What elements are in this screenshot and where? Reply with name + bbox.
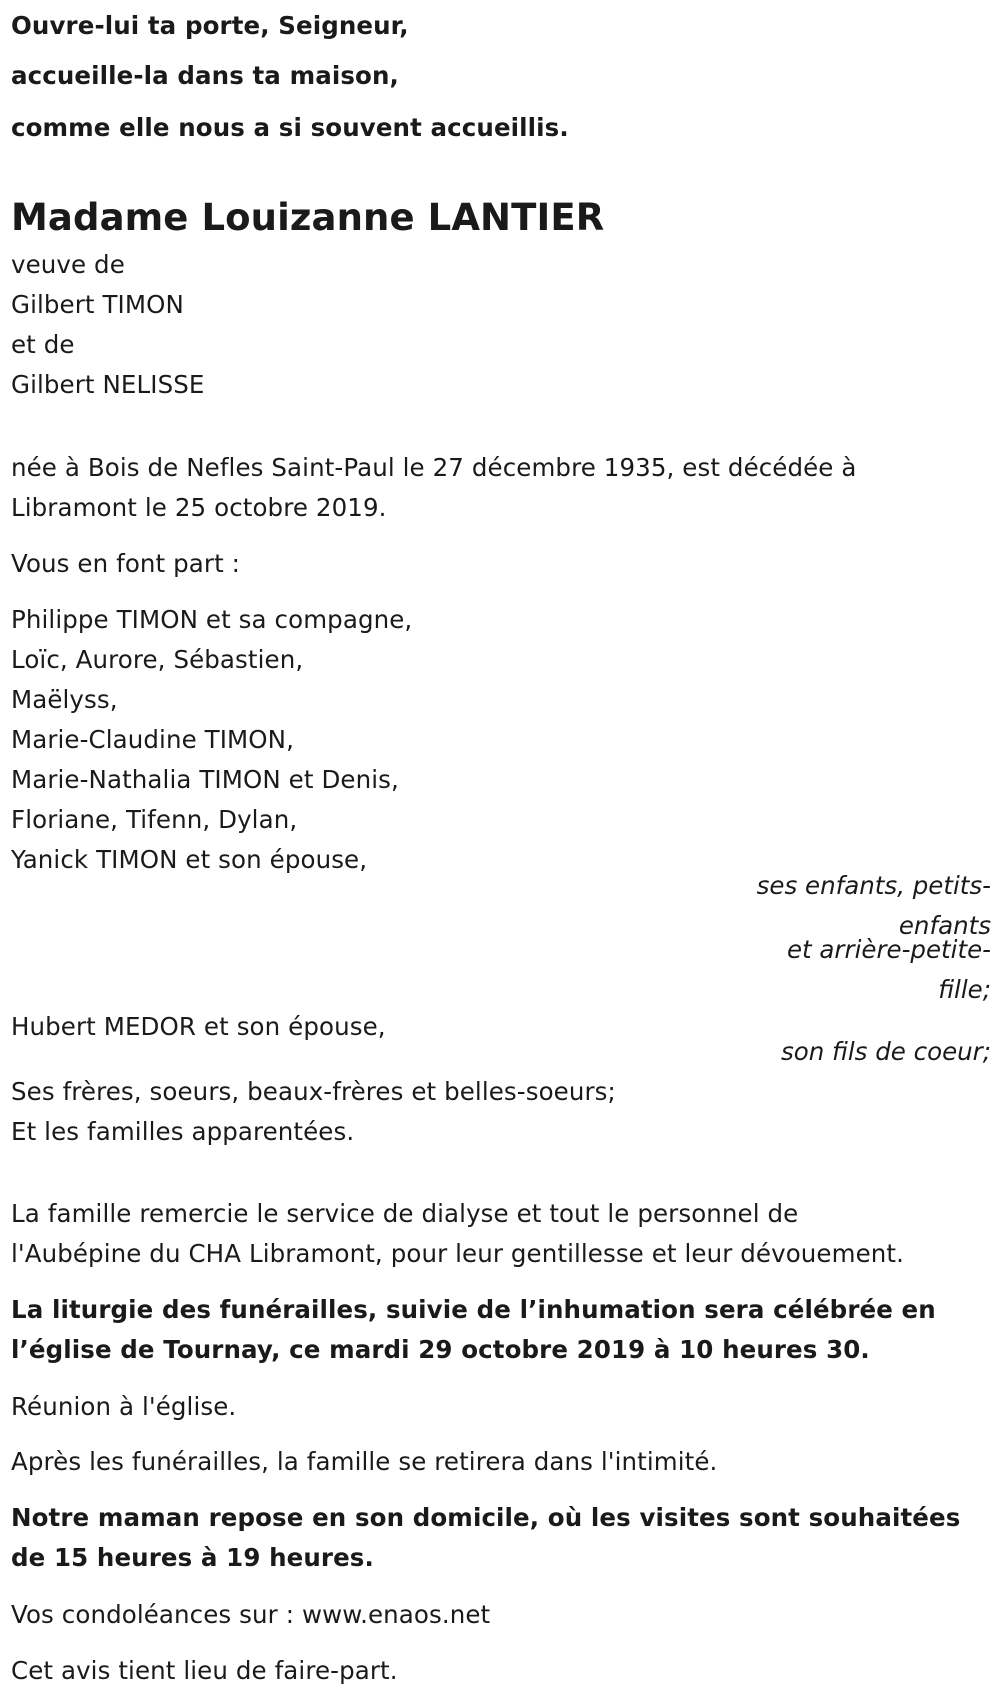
verse-line-3: comme elle nous a si souvent accueillis.	[11, 113, 569, 142]
birth-death-line-2: Libramont le 25 octobre 2019.	[11, 493, 387, 522]
liturgy-line-2: l’église de Tournay, ce mardi 29 octobre 2019 à 10 heures 30.	[11, 1335, 870, 1364]
announce-line: Vous en font part :	[11, 549, 241, 578]
widow-line-2: Gilbert TIMON	[11, 290, 184, 319]
family-role-line-4: fille;	[938, 975, 991, 1004]
family-line-6: Floriane, Tifenn, Dylan,	[11, 805, 298, 834]
meeting-line: Réunion à l'église.	[11, 1392, 237, 1421]
relatives-line-1: Ses frères, soeurs, beaux-frères et belles-soeurs;	[11, 1077, 616, 1106]
family-line-1: Philippe TIMON et sa compagne,	[11, 605, 413, 634]
verse-line-1: Ouvre-lui ta porte, Seigneur,	[11, 11, 409, 40]
visits-line-2: de 15 heures à 19 heures.	[11, 1543, 374, 1572]
visits-line-1: Notre maman repose en son domicile, où les visites sont souhaitées	[11, 1503, 961, 1532]
thanks-line-1: La famille remercie le service de dialyse et tout le personnel de	[11, 1199, 799, 1228]
widow-line-3: et de	[11, 330, 75, 359]
birth-death-line-1: née à Bois de Nefles Saint-Paul le 27 décembre 1935, est décédée à	[11, 453, 857, 482]
liturgy-line-1: La liturgie des funérailles, suivie de l’inhumation sera célébrée en	[11, 1295, 936, 1324]
widow-line-1: veuve de	[11, 250, 125, 279]
relatives-line-2: Et les familles apparentées.	[11, 1117, 355, 1146]
condolences-line: Vos condoléances sur : www.enaos.net	[11, 1600, 491, 1629]
after-line: Après les funérailles, la famille se retirera dans l'intimité.	[11, 1447, 718, 1476]
family-line-7: Yanick TIMON et son épouse,	[11, 845, 368, 874]
family-line-4: Marie-Claudine TIMON,	[11, 725, 294, 754]
closing-line: Cet avis tient lieu de faire-part.	[11, 1656, 398, 1685]
family-line-2: Loïc, Aurore, Sébastien,	[11, 645, 304, 674]
family-role-line-2: enfants	[898, 911, 991, 940]
family-role-line-1: ses enfants, petits-	[756, 871, 991, 900]
verse-line-2: accueille-la dans ta maison,	[11, 61, 399, 90]
deceased-name: Madame Louizanne LANTIER	[11, 196, 605, 239]
thanks-line-2: l'Aubépine du CHA Libramont, pour leur gentillesse et leur dévouement.	[11, 1239, 904, 1268]
family-role-line-3: et arrière-petite-	[786, 935, 991, 964]
family-line-5: Marie-Nathalia TIMON et Denis,	[11, 765, 399, 794]
family-line-3: Maëlyss,	[11, 685, 118, 714]
widow-line-4: Gilbert NELISSE	[11, 370, 205, 399]
heart-son-name: Hubert MEDOR et son épouse,	[11, 1012, 386, 1041]
heart-son-role: son fils de coeur;	[780, 1037, 991, 1066]
